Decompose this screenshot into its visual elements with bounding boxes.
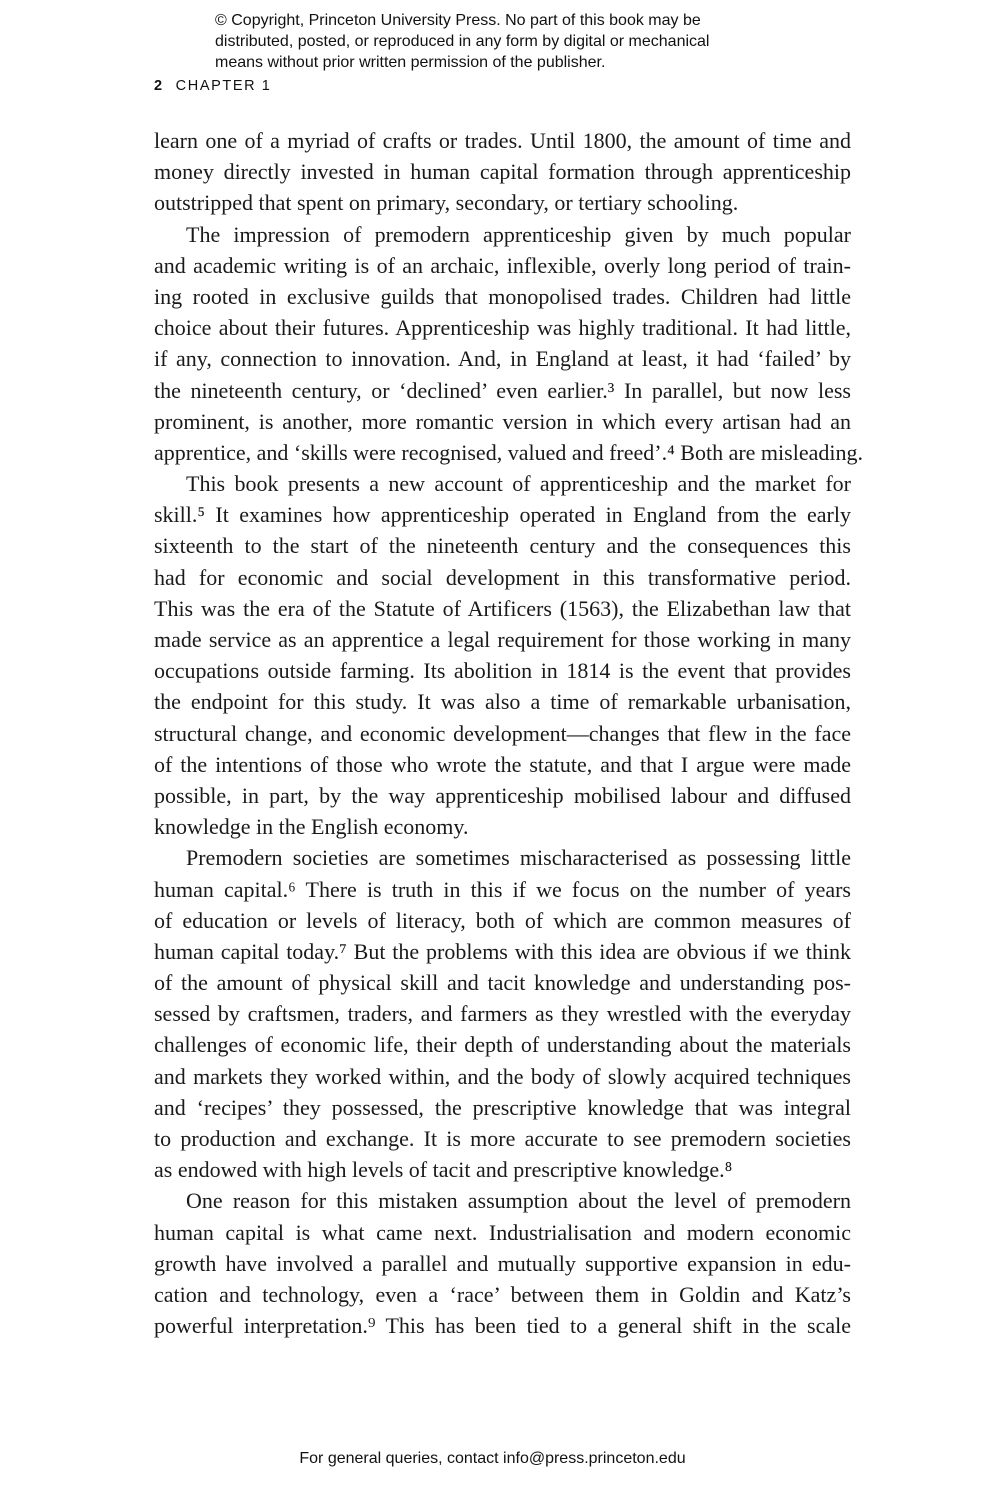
text-line: human capital today.⁷ But the problems with this idea are obvious if we think <box>154 938 851 964</box>
text-line: skill.⁵ It examines how apprenticeship operated in England from the early <box>154 502 851 528</box>
text-line: apprentice, and ‘skills were recognised, valued and freed’.⁴ Both are misleading. <box>154 439 863 465</box>
text-line: of the amount of physical skill and tacit knowledge and understanding pos- <box>154 970 851 996</box>
text-line: knowledge in the English economy. <box>154 814 469 840</box>
text-line: cation and technology, even a ‘race’ between them in Goldin and Katz’s <box>154 1281 851 1307</box>
page-number: 2 <box>154 78 164 94</box>
text-line: if any, connection to innovation. And, in England at least, it had ‘failed’ by <box>154 346 851 372</box>
text-line: the endpoint for this study. It was also a time of remarkable urbanisation, <box>154 689 851 715</box>
text-line: possible, in part, by the way apprenticeship mobilised labour and diffused <box>154 782 851 808</box>
text-line: made service as an apprentice a legal requirement for those working in many <box>154 627 851 652</box>
text-line: This book presents a new account of apprenticeship and the market for <box>186 471 851 497</box>
text-line: human capital is what came next. Industrialisation and modern economic <box>154 1219 851 1245</box>
text-line: the nineteenth century, or ‘declined’ even earlier.³ In parallel, but now less <box>154 377 851 403</box>
text-line: growth have involved a parallel and mutually supportive expansion in edu- <box>154 1250 851 1276</box>
text-line: human capital.⁶ There is truth in this if we focus on the number of years <box>154 876 851 902</box>
text-line: structural change, and economic development—changes that flew in the face <box>154 720 851 746</box>
copyright-line: distributed, posted, or reproduced in any form by digital or mechanical <box>215 33 710 50</box>
chapter-label: CHAPTER 1 <box>175 78 272 94</box>
text-line: to production and exchange. It is more accurate to see premodern societies <box>154 1126 851 1151</box>
copyright-line: © Copyright, Princeton University Press. No part of this book may be <box>215 12 701 29</box>
text-line: choice about their futures. Apprenticeship was highly traditional. It had little, <box>154 315 851 341</box>
text-line: This was the era of the Statute of Artificers (1563), the Elizabethan law that <box>154 595 851 621</box>
text-line: sessed by craftsmen, traders, and farmers as they wrestled with the everyday <box>154 1001 851 1027</box>
copyright-notice <box>215 10 815 73</box>
text-line: occupations outside farming. Its abolition in 1814 is the event that provides <box>154 658 851 684</box>
running-head <box>154 78 271 94</box>
footer-contact: For general queries, contact info@press.princeton.edu <box>299 1450 686 1467</box>
copyright-line: means without prior written permission of the publisher. <box>215 54 606 71</box>
text-line: and ‘recipes’ they possessed, the prescriptive knowledge that was integral <box>154 1094 851 1120</box>
text-line: challenges of economic life, their depth of understanding about the materials <box>154 1032 851 1058</box>
text-line: and academic writing is of an archaic, inflexible, overly long period of train- <box>154 252 851 278</box>
text-line: One reason for this mistaken assumption about the level of premodern <box>186 1188 851 1214</box>
text-line: and markets they worked within, and the body of slowly acquired techniques <box>154 1063 851 1089</box>
text-line: of the intentions of those who wrote the statute, and that I argue were made <box>154 751 851 777</box>
text-line: learn one of a myriad of crafts or trades. Until 1800, the amount of time and <box>154 128 851 153</box>
text-line: The impression of premodern apprenticeship given by much popular <box>186 221 851 247</box>
text-line: sixteenth to the start of the nineteenth century and the consequences this <box>154 533 851 559</box>
text-line: outstripped that spent on primary, secondary, or tertiary schooling. <box>154 190 739 216</box>
text-line: of education or levels of literacy, both of which are common measures of <box>154 907 851 933</box>
text-line: prominent, is another, more romantic version in which every artisan had an <box>154 408 851 434</box>
text-line: ing rooted in exclusive guilds that monopolised trades. Children had little <box>154 283 851 309</box>
text-line: as endowed with high levels of tacit and prescriptive knowledge.⁸ <box>154 1157 733 1183</box>
text-line: had for economic and social development in this transformative period. <box>154 564 851 590</box>
text-line: Premodern societies are sometimes mischaracterised as possessing little <box>186 845 851 871</box>
body-text <box>154 125 863 1341</box>
text-line: money directly invested in human capital formation through apprenticeship <box>154 159 851 185</box>
text-line: powerful interpretation.⁹ This has been tied to a general shift in the scale <box>154 1313 851 1339</box>
